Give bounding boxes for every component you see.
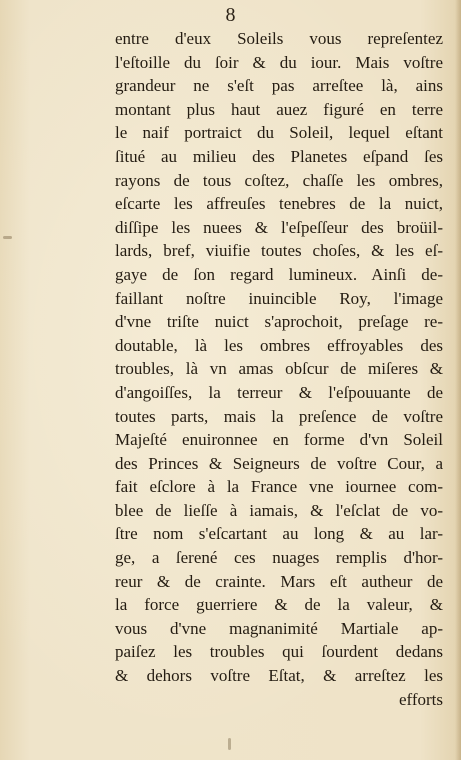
- text-line: le naif portraict du Soleil, lequel eſtant: [115, 123, 443, 143]
- text-line: ge, a ſerené ces nuages remplis d'hor-: [115, 548, 443, 568]
- page-number: 8: [225, 4, 236, 26]
- text-line: des Princes & Seigneurs de voſtre Cour, a: [115, 453, 443, 473]
- text-line: entre d'eux Soleils vous repreſentez: [115, 29, 443, 48]
- text-line: lards, bref, viuifie toutes choſes, & les eſ-: [115, 241, 443, 261]
- page-edge-shadow: [455, 0, 461, 760]
- text-line: faillant noſtre inuincible Roy, l'image: [115, 288, 443, 308]
- text-line: gaye de ſon regard lumineux. Ainſi de-: [115, 264, 443, 284]
- text-line: troubles, là vn amas obſcur de miſeres &: [115, 359, 443, 379]
- margin-ink-mark: [3, 236, 12, 239]
- text-line: la force guerriere & de la valeur, &: [115, 595, 443, 615]
- text-line: vous d'vne magnanimité Martiale ap-: [115, 618, 443, 638]
- text-line: & dehors voſtre Eſtat, & arreſtez les: [115, 666, 443, 686]
- text-line: l'eſtoille du ſoir & du iour. Mais voſtre: [115, 52, 443, 72]
- text-line: ſitué au milieu des Planetes eſpand ſes: [115, 146, 443, 166]
- text-line: toutes parts, mais la preſence de voſtre: [115, 406, 443, 426]
- text-line: fait eſclore à la France vne iournee com-: [115, 477, 443, 497]
- body-text: [115, 27, 443, 711]
- text-line: Majeſté enuironnee en forme d'vn Soleil: [115, 430, 443, 450]
- text-line: diſſipe les nuees & l'eſpeſſeur des broüil-: [115, 217, 443, 237]
- text-line: grandeur ne s'eſt pas arreſtee là, ains: [115, 76, 443, 96]
- text-line: montant plus haut auez figuré en terre: [115, 99, 443, 119]
- text-line: rayons de tous coſtez, chaſſe les ombres,: [115, 170, 443, 190]
- text-line: d'vne triſte nuict s'aprochoit, preſage re-: [115, 312, 443, 332]
- text-line: d'angoiſſes, la terreur & l'eſpouuante de: [115, 382, 443, 402]
- text-line: efforts: [398, 689, 443, 709]
- text-line: blee de lieſſe à iamais, & l'eſclat de vo-: [115, 500, 443, 520]
- text-line: eſcarte les affreuſes tenebres de la nuict,: [115, 194, 443, 214]
- text-line: reur & de crainte. Mars eſt autheur de: [115, 571, 443, 591]
- text-line: paiſez les troubles qui ſourdent dedans: [115, 642, 443, 662]
- bottom-ink-mark: [228, 738, 231, 750]
- text-line: doutable, là les ombres effroyables des: [115, 335, 443, 355]
- text-line: ſtre nom s'eſcartant au long & au lar-: [115, 524, 443, 544]
